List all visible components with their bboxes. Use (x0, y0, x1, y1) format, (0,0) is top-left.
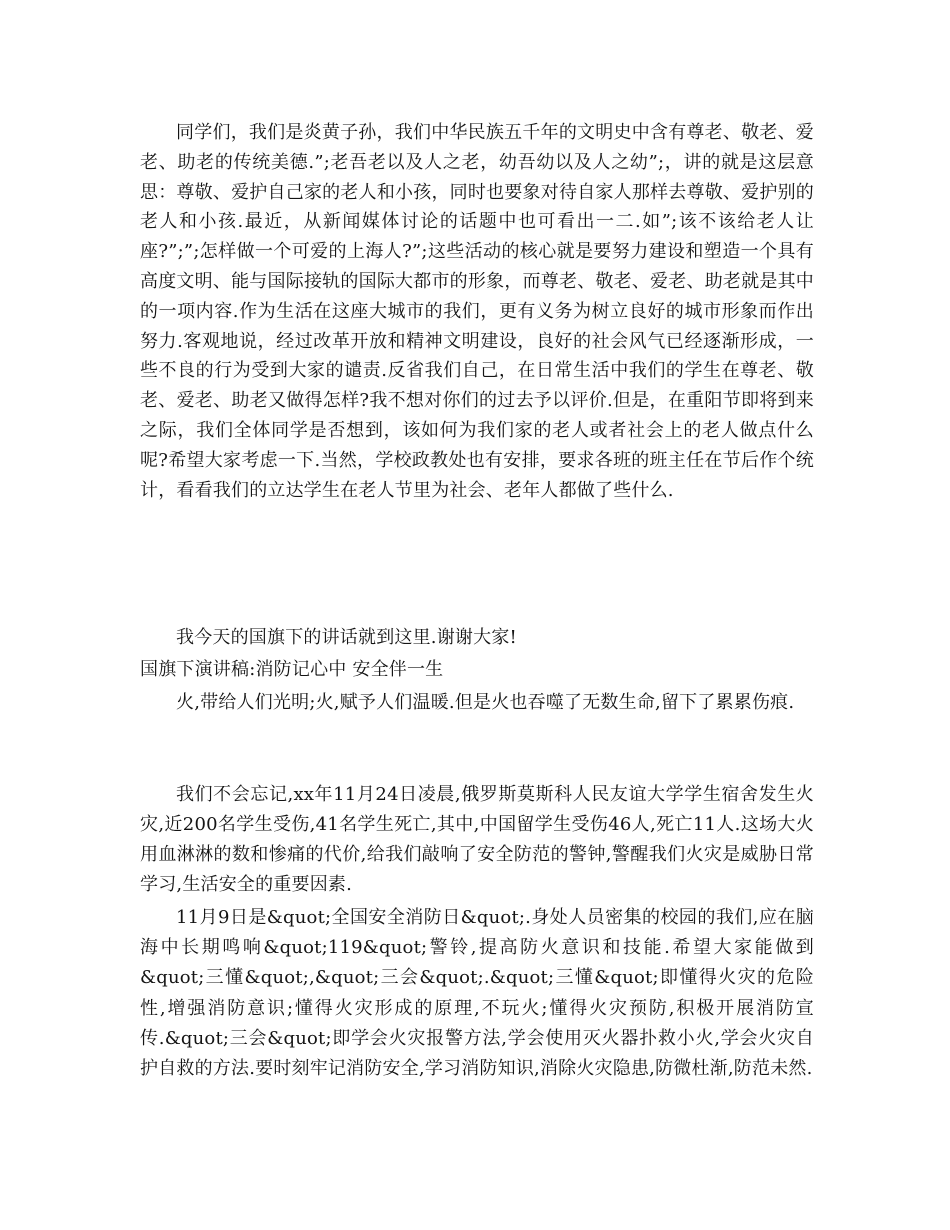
speech-title: 国旗下演讲稿:消防记心中 安全伴一生 (140, 659, 444, 680)
paragraph-moscow-fire: 我们不会忘记,xx年11月24日凌晨,俄罗斯莫斯科人民友谊大学学生宿舍发生火灾,近200名学生受伤,41名学生死亡,其中,中国留学生受伤46人,死亡11人.这场大火用血淋淋的数和惨痛的代价,给我们敲响了安全防范的警钟,警醒我们火灾是威胁日常学习,生活安全的重要因素. (140, 784, 814, 895)
paragraph-respect-elders: 同学们，我们是炎黄子孙，我们中华民族五千年的文明史中含有尊老、敬老、爱老、助老的传统美德.”;老吾老以及人之老，幼吾幼以及人之幼”;，讲的就是这层意思：尊敬、爱护自己家的老人和小孩，同时也要象对待自家人那样去尊敬、爱护别的老人和小孩.最近，从新闻媒体讨论的话题中也可看出一二.如”;该不该给老人让座?”;”;怎样做一个可爱的上海人?”;这些活动的核心就是要努力建设和塑造一个具有高度文明、能与国际接轨的国际大都市的形象，而尊老、敬老、爱老、助老就是其中的一项内容.作为生活在这座大城市的我们，更有义务为树立良好的城市形象而作出努力.客观地说，经过改革开放和精神文明建设，良好的社会风气已经逐渐形成，一些不良的行为受到大家的谴责.反省我们自己，在日常生活中我们的学生在尊老、敬老、爱老、助老又做得怎样?我不想对你们的过去予以评价.但是，在重阳节即将到来之际，我们全体同学是否想到，该如何为我们家的老人或者社会上的老人做点什么呢?希望大家考虑一下.当然，学校政教处也有安排，要求各班的班主任在节后作个统计，看看我们的立达学生在老人节里为社会、老年人都做了些什么. (140, 122, 814, 501)
paragraph-fire-intro: 火,带给人们光明;火,赋予人们温暖.但是火也吞噬了无数生命,留下了累累伤痕. (176, 692, 795, 713)
paragraph-speech-closing: 我今天的国旗下的讲话就到这里.谢谢大家! (176, 627, 517, 648)
paragraph-fire-safety-day: 11月9日是&quot;全国安全消防日&quot;.身处人员密集的校园的我们,应在脑海中长期鸣响&quot;119&quot;警铃,提高防火意识和技能.希望大家能做到&quot;三懂&quot;,&quot;三会&quot;.&quot;三懂&quot;即懂得火灾的危险性,增强消防意识;懂得火灾形成的原理,不玩火;懂得火灾预防,积极开展消防宣传.&quot;三会&quot;即学会火灾报警方法,学会使用灭火器扑救小火,学会火灾自护自救的方法.要时刻牢记消防安全,学习消防知识,消除火灾隐患,防微杜渐,防范未然. (140, 907, 814, 1080)
